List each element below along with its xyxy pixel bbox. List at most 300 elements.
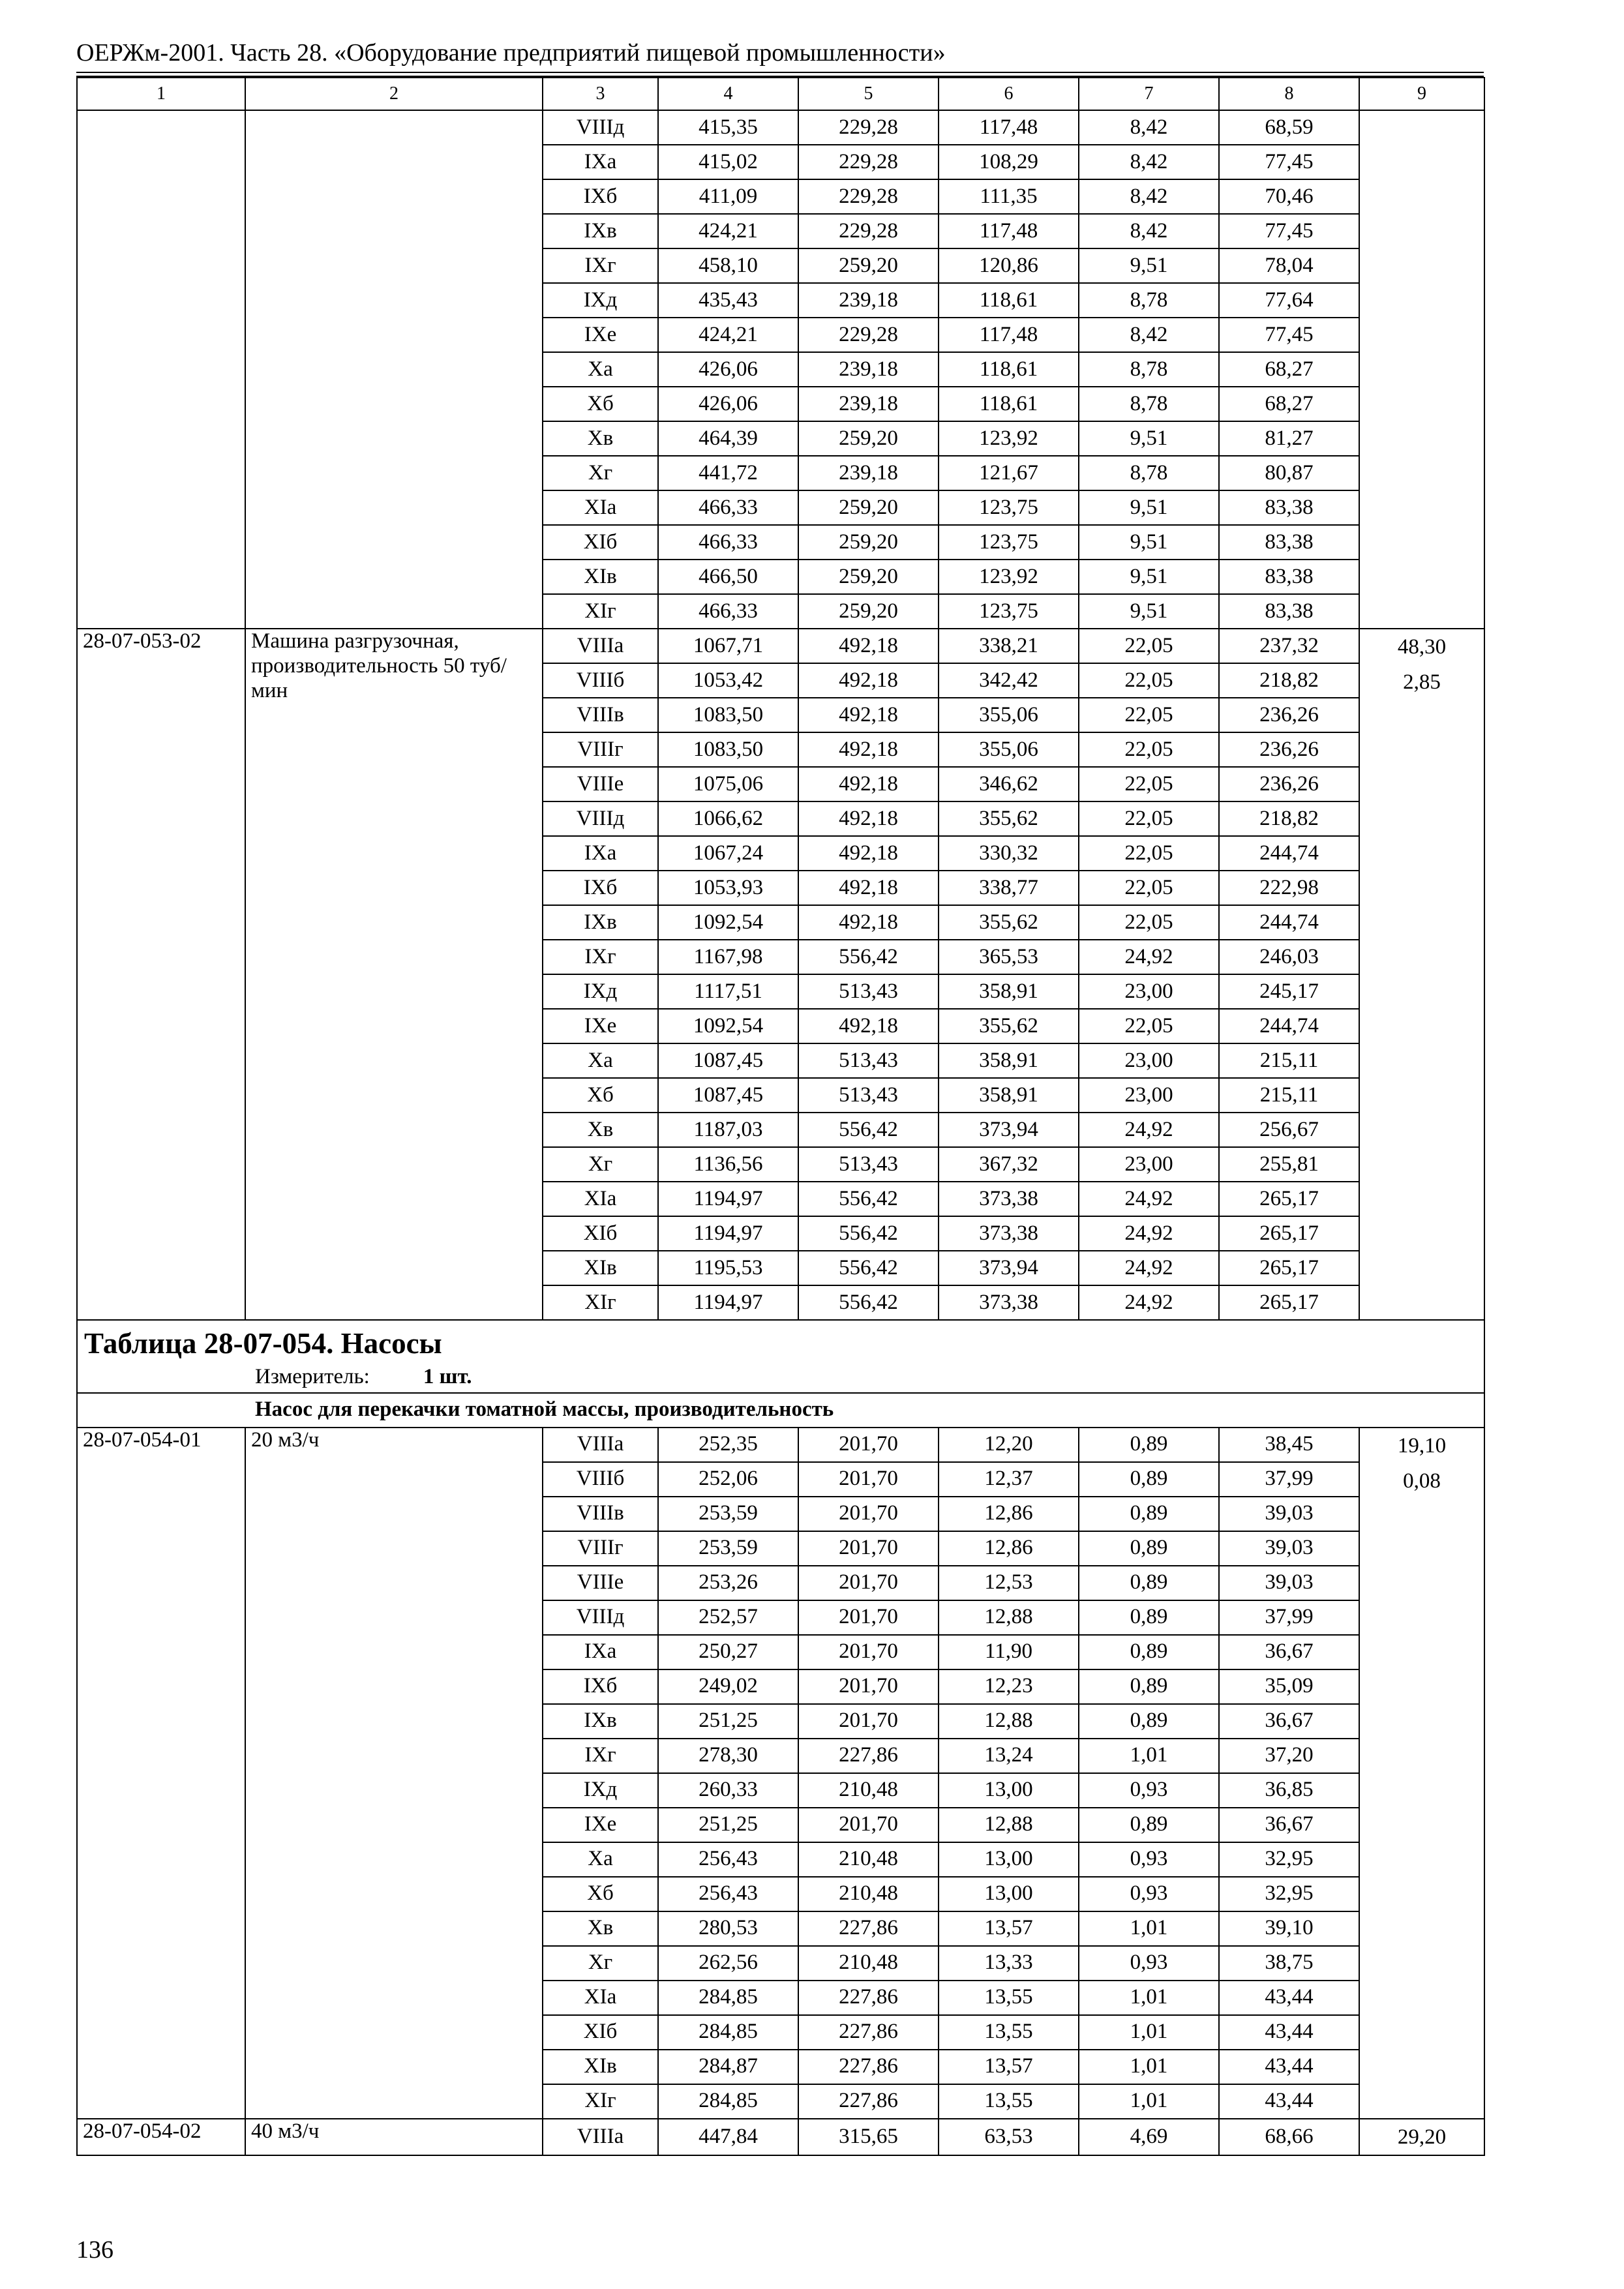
value-cell: 1,01 bbox=[1079, 1981, 1219, 2015]
value-cell: 8,78 bbox=[1079, 387, 1219, 421]
value-cell: 229,28 bbox=[798, 179, 939, 214]
value-cell: 13,55 bbox=[939, 2084, 1079, 2119]
value-cell: 43,44 bbox=[1219, 2084, 1359, 2119]
value-cell: 255,81 bbox=[1219, 1147, 1359, 1182]
value-cell: 210,48 bbox=[798, 1946, 939, 1981]
value-cell: 284,85 bbox=[658, 2084, 798, 2119]
value-cell: 63,53 bbox=[939, 2119, 1079, 2155]
value-cell: 9,51 bbox=[1079, 490, 1219, 525]
value-cell: 1092,54 bbox=[658, 905, 798, 940]
value-cell: 68,66 bbox=[1219, 2119, 1359, 2155]
value-cell: 8,78 bbox=[1079, 456, 1219, 490]
value-cell: 492,18 bbox=[798, 801, 939, 836]
value-cell: 201,70 bbox=[798, 1600, 939, 1635]
value-cell: 123,75 bbox=[939, 525, 1079, 560]
zone-cell: XIб bbox=[543, 525, 658, 560]
value-cell: 0,93 bbox=[1079, 1842, 1219, 1877]
zone-cell: Xa bbox=[543, 352, 658, 387]
zone-cell: Xв bbox=[543, 1911, 658, 1946]
value-cell: 227,86 bbox=[798, 2050, 939, 2084]
value-cell: 1083,50 bbox=[658, 732, 798, 767]
value-cell: 1117,51 bbox=[658, 974, 798, 1009]
value-cell: 83,38 bbox=[1219, 490, 1359, 525]
value-cell: 117,48 bbox=[939, 318, 1079, 352]
value-cell: 556,42 bbox=[798, 1251, 939, 1285]
value-cell: 118,61 bbox=[939, 283, 1079, 318]
value-cell: 447,84 bbox=[658, 2119, 798, 2155]
value-cell: 0,89 bbox=[1079, 1600, 1219, 1635]
value-cell: 22,05 bbox=[1079, 1009, 1219, 1043]
value-cell: 118,61 bbox=[939, 387, 1079, 421]
value-cell: 123,75 bbox=[939, 594, 1079, 629]
value-cell: 355,62 bbox=[939, 905, 1079, 940]
value-cell: 4,69 bbox=[1079, 2119, 1219, 2155]
zone-cell: VIIIг bbox=[543, 1531, 658, 1566]
value-cell: 13,00 bbox=[939, 1773, 1079, 1808]
value-cell: 338,77 bbox=[939, 871, 1079, 905]
value-cell: 252,35 bbox=[658, 1428, 798, 1462]
value-cell: 265,17 bbox=[1219, 1216, 1359, 1251]
zone-cell: IXг bbox=[543, 1739, 658, 1773]
value-cell: 424,21 bbox=[658, 214, 798, 248]
value-cell: 77,45 bbox=[1219, 145, 1359, 179]
value-cell: 358,91 bbox=[939, 974, 1079, 1009]
zone-cell: VIIIe bbox=[543, 767, 658, 801]
value-cell: 259,20 bbox=[798, 421, 939, 456]
value-cell: 12,23 bbox=[939, 1669, 1079, 1704]
zone-cell: VIIIд bbox=[543, 110, 658, 145]
value-cell: 1194,97 bbox=[658, 1285, 798, 1320]
value-cell: 259,20 bbox=[798, 560, 939, 594]
value-cell: 108,29 bbox=[939, 145, 1079, 179]
value-cell: 239,18 bbox=[798, 283, 939, 318]
value-cell: 22,05 bbox=[1079, 767, 1219, 801]
value-cell: 83,38 bbox=[1219, 560, 1359, 594]
value-cell: 0,93 bbox=[1079, 1946, 1219, 1981]
value-cell: 201,70 bbox=[798, 1531, 939, 1566]
value-cell: 513,43 bbox=[798, 974, 939, 1009]
zone-cell: IXe bbox=[543, 318, 658, 352]
value-cell: 9,51 bbox=[1079, 248, 1219, 283]
value-cell: 22,05 bbox=[1079, 663, 1219, 698]
value-cell: 22,05 bbox=[1079, 801, 1219, 836]
norm-code: 28-07-054-01 bbox=[77, 1428, 245, 2119]
zone-cell: VIIIa bbox=[543, 2119, 658, 2155]
value-cell: 13,57 bbox=[939, 2050, 1079, 2084]
value-cell: 9,51 bbox=[1079, 421, 1219, 456]
zone-cell: VIIIe bbox=[543, 1566, 658, 1600]
zone-cell: XIв bbox=[543, 2050, 658, 2084]
value-cell: 201,70 bbox=[798, 1704, 939, 1739]
value-cell: 236,26 bbox=[1219, 698, 1359, 732]
column-number: 4 bbox=[658, 78, 798, 110]
value-cell: 227,86 bbox=[798, 1981, 939, 2015]
value-cell: 253,59 bbox=[658, 1531, 798, 1566]
value-cell: 373,38 bbox=[939, 1216, 1079, 1251]
value-cell: 1194,97 bbox=[658, 1216, 798, 1251]
page-number: 136 bbox=[76, 2236, 113, 2264]
value-cell: 415,35 bbox=[658, 110, 798, 145]
value-cell: 259,20 bbox=[798, 525, 939, 560]
table-title: Таблица 28-07-054. Насосы bbox=[84, 1327, 442, 1360]
value-cell: 201,70 bbox=[798, 1808, 939, 1842]
value-cell: 373,38 bbox=[939, 1182, 1079, 1216]
value-cell: 210,48 bbox=[798, 1773, 939, 1808]
zone-cell: VIIIг bbox=[543, 732, 658, 767]
zone-cell: Xг bbox=[543, 1147, 658, 1182]
zone-cell: Xб bbox=[543, 387, 658, 421]
value-cell: 278,30 bbox=[658, 1739, 798, 1773]
value-cell: 229,28 bbox=[798, 145, 939, 179]
value-cell: 13,55 bbox=[939, 2015, 1079, 2050]
value-cell: 229,28 bbox=[798, 110, 939, 145]
column-9-value: 48,30 bbox=[1397, 635, 1447, 659]
value-cell: 23,00 bbox=[1079, 1043, 1219, 1078]
value-cell: 253,26 bbox=[658, 1566, 798, 1600]
meter-value: 1 шт. bbox=[423, 1365, 472, 1388]
value-cell: 265,17 bbox=[1219, 1251, 1359, 1285]
value-cell: 252,57 bbox=[658, 1600, 798, 1635]
value-cell: 12,37 bbox=[939, 1462, 1079, 1497]
value-cell: 0,89 bbox=[1079, 1566, 1219, 1600]
value-cell: 1194,97 bbox=[658, 1182, 798, 1216]
value-cell: 1,01 bbox=[1079, 1739, 1219, 1773]
column-number: 9 bbox=[1359, 78, 1484, 110]
value-cell: 259,20 bbox=[798, 490, 939, 525]
value-cell: 1,01 bbox=[1079, 2015, 1219, 2050]
zone-cell: IXa bbox=[543, 1635, 658, 1669]
value-cell: 373,94 bbox=[939, 1251, 1079, 1285]
value-cell: 24,92 bbox=[1079, 1113, 1219, 1147]
value-cell: 373,38 bbox=[939, 1285, 1079, 1320]
zone-cell: XIa bbox=[543, 490, 658, 525]
value-cell: 280,53 bbox=[658, 1911, 798, 1946]
value-cell: 244,74 bbox=[1219, 905, 1359, 940]
value-cell: 556,42 bbox=[798, 1285, 939, 1320]
value-cell: 346,62 bbox=[939, 767, 1079, 801]
value-cell: 492,18 bbox=[798, 698, 939, 732]
value-cell: 39,03 bbox=[1219, 1531, 1359, 1566]
column-numbers-row bbox=[77, 78, 1484, 110]
value-cell: 201,70 bbox=[798, 1635, 939, 1669]
value-cell: 201,70 bbox=[798, 1428, 939, 1462]
value-cell: 315,65 bbox=[798, 2119, 939, 2155]
zone-cell: Xв bbox=[543, 421, 658, 456]
value-cell: 38,45 bbox=[1219, 1428, 1359, 1462]
table-title-cell bbox=[77, 1320, 1484, 1393]
zone-cell: IXб bbox=[543, 1669, 658, 1704]
meter-label: Измеритель: bbox=[255, 1365, 370, 1388]
value-cell: 513,43 bbox=[798, 1043, 939, 1078]
value-cell: 1167,98 bbox=[658, 940, 798, 974]
value-cell: 8,42 bbox=[1079, 110, 1219, 145]
value-cell: 83,38 bbox=[1219, 525, 1359, 560]
value-cell: 9,51 bbox=[1079, 560, 1219, 594]
value-cell: 39,03 bbox=[1219, 1497, 1359, 1531]
value-cell: 215,11 bbox=[1219, 1078, 1359, 1113]
header-rule-top bbox=[76, 72, 1484, 73]
value-cell: 121,67 bbox=[939, 456, 1079, 490]
value-cell: 0,89 bbox=[1079, 1704, 1219, 1739]
value-cell: 68,27 bbox=[1219, 352, 1359, 387]
value-cell: 36,67 bbox=[1219, 1635, 1359, 1669]
value-cell: 464,39 bbox=[658, 421, 798, 456]
zone-cell: VIIIд bbox=[543, 1600, 658, 1635]
column-9-value: 19,10 bbox=[1397, 1433, 1447, 1458]
value-cell: 1,01 bbox=[1079, 1911, 1219, 1946]
value-cell: 358,91 bbox=[939, 1043, 1079, 1078]
norm-code bbox=[77, 110, 245, 629]
value-cell: 365,53 bbox=[939, 940, 1079, 974]
value-cell: 251,25 bbox=[658, 1808, 798, 1842]
value-cell: 215,11 bbox=[1219, 1043, 1359, 1078]
subheading-row bbox=[77, 1393, 1484, 1428]
zone-cell: IXг bbox=[543, 940, 658, 974]
zone-cell: IXд bbox=[543, 283, 658, 318]
value-cell: 81,27 bbox=[1219, 421, 1359, 456]
value-cell: 68,27 bbox=[1219, 387, 1359, 421]
table-row bbox=[77, 629, 1484, 663]
value-cell: 1067,71 bbox=[658, 629, 798, 663]
value-cell: 1087,45 bbox=[658, 1078, 798, 1113]
value-cell: 80,87 bbox=[1219, 456, 1359, 490]
zone-cell: VIIIa bbox=[543, 629, 658, 663]
zone-cell: XIa bbox=[543, 1981, 658, 2015]
norms-table bbox=[76, 77, 1485, 2156]
column-number: 7 bbox=[1079, 78, 1219, 110]
value-cell: 1053,93 bbox=[658, 871, 798, 905]
zone-cell: Xб bbox=[543, 1877, 658, 1911]
value-cell: 441,72 bbox=[658, 456, 798, 490]
norm-code: 28-07-053-02 bbox=[77, 629, 245, 1320]
norm-name bbox=[245, 110, 543, 629]
value-cell: 466,33 bbox=[658, 490, 798, 525]
column-number: 1 bbox=[77, 78, 245, 110]
value-cell: 120,86 bbox=[939, 248, 1079, 283]
value-cell: 1087,45 bbox=[658, 1043, 798, 1078]
value-cell: 22,05 bbox=[1079, 629, 1219, 663]
value-cell: 229,28 bbox=[798, 318, 939, 352]
zone-cell: Xг bbox=[543, 1946, 658, 1981]
value-cell: 1195,53 bbox=[658, 1251, 798, 1285]
value-cell: 22,05 bbox=[1079, 905, 1219, 940]
value-cell: 70,46 bbox=[1219, 179, 1359, 214]
value-cell: 222,98 bbox=[1219, 871, 1359, 905]
column-number: 6 bbox=[939, 78, 1079, 110]
value-cell: 37,99 bbox=[1219, 1600, 1359, 1635]
value-cell: 12,88 bbox=[939, 1704, 1079, 1739]
value-cell: 24,92 bbox=[1079, 1251, 1219, 1285]
value-cell: 373,94 bbox=[939, 1113, 1079, 1147]
value-cell: 9,51 bbox=[1079, 594, 1219, 629]
value-cell: 251,25 bbox=[658, 1704, 798, 1739]
value-cell: 246,03 bbox=[1219, 940, 1359, 974]
value-cell: 256,43 bbox=[658, 1877, 798, 1911]
zone-cell: IXв bbox=[543, 1704, 658, 1739]
value-cell: 218,82 bbox=[1219, 801, 1359, 836]
table-row bbox=[77, 110, 1484, 145]
value-cell: 117,48 bbox=[939, 110, 1079, 145]
value-cell: 355,62 bbox=[939, 1009, 1079, 1043]
zone-cell: XIг bbox=[543, 2084, 658, 2119]
zone-cell: XIг bbox=[543, 1285, 658, 1320]
value-cell: 0,89 bbox=[1079, 1531, 1219, 1566]
value-cell: 210,48 bbox=[798, 1877, 939, 1911]
value-cell: 43,44 bbox=[1219, 2050, 1359, 2084]
zone-cell: IXв bbox=[543, 905, 658, 940]
value-cell: 358,91 bbox=[939, 1078, 1079, 1113]
zone-cell: IXб bbox=[543, 179, 658, 214]
value-cell: 239,18 bbox=[798, 352, 939, 387]
value-cell: 513,43 bbox=[798, 1078, 939, 1113]
value-cell: 12,88 bbox=[939, 1808, 1079, 1842]
value-cell: 239,18 bbox=[798, 387, 939, 421]
value-cell: 36,85 bbox=[1219, 1773, 1359, 1808]
value-cell: 227,86 bbox=[798, 2015, 939, 2050]
column-number: 5 bbox=[798, 78, 939, 110]
value-cell: 0,93 bbox=[1079, 1877, 1219, 1911]
value-cell: 458,10 bbox=[658, 248, 798, 283]
value-cell: 513,43 bbox=[798, 1147, 939, 1182]
value-cell: 556,42 bbox=[798, 1182, 939, 1216]
zone-cell: Xб bbox=[543, 1078, 658, 1113]
value-cell: 259,20 bbox=[798, 594, 939, 629]
value-cell: 253,59 bbox=[658, 1497, 798, 1531]
value-cell: 0,89 bbox=[1079, 1497, 1219, 1531]
zone-cell: IXв bbox=[543, 214, 658, 248]
column-9-value: 2,85 bbox=[1403, 670, 1441, 694]
value-cell: 123,92 bbox=[939, 421, 1079, 456]
zone-cell: IXд bbox=[543, 1773, 658, 1808]
zone-cell: IXг bbox=[543, 248, 658, 283]
zone-cell: XIв bbox=[543, 1251, 658, 1285]
value-cell: 426,06 bbox=[658, 387, 798, 421]
value-cell: 0,89 bbox=[1079, 1462, 1219, 1497]
column-number: 2 bbox=[245, 78, 543, 110]
value-cell: 1,01 bbox=[1079, 2084, 1219, 2119]
zone-cell: XIб bbox=[543, 2015, 658, 2050]
value-cell: 256,67 bbox=[1219, 1113, 1359, 1147]
value-cell: 1187,03 bbox=[658, 1113, 798, 1147]
value-cell: 22,05 bbox=[1079, 698, 1219, 732]
value-cell: 12,86 bbox=[939, 1531, 1079, 1566]
value-cell: 1053,42 bbox=[658, 663, 798, 698]
value-cell: 32,95 bbox=[1219, 1877, 1359, 1911]
zone-cell: IXe bbox=[543, 1808, 658, 1842]
value-cell: 355,06 bbox=[939, 732, 1079, 767]
zone-cell: Xa bbox=[543, 1043, 658, 1078]
value-cell: 43,44 bbox=[1219, 1981, 1359, 2015]
value-cell: 342,42 bbox=[939, 663, 1079, 698]
table-title-row bbox=[77, 1320, 1484, 1393]
value-cell: 8,78 bbox=[1079, 352, 1219, 387]
page-header: ОЕРЖм-2001. Часть 28. «Оборудование предприятий пищевой промышленности» bbox=[76, 39, 946, 67]
value-cell: 36,67 bbox=[1219, 1704, 1359, 1739]
value-cell: 466,50 bbox=[658, 560, 798, 594]
zone-cell: Xa bbox=[543, 1842, 658, 1877]
value-cell: 12,53 bbox=[939, 1566, 1079, 1600]
value-cell: 35,09 bbox=[1219, 1669, 1359, 1704]
value-cell: 111,35 bbox=[939, 179, 1079, 214]
value-cell: 492,18 bbox=[798, 836, 939, 871]
value-cell: 0,89 bbox=[1079, 1428, 1219, 1462]
value-cell: 284,85 bbox=[658, 2015, 798, 2050]
value-cell: 201,70 bbox=[798, 1566, 939, 1600]
value-cell: 262,56 bbox=[658, 1946, 798, 1981]
value-cell: 13,00 bbox=[939, 1877, 1079, 1911]
value-cell: 227,86 bbox=[798, 1911, 939, 1946]
zone-cell: Xв bbox=[543, 1113, 658, 1147]
value-cell: 22,05 bbox=[1079, 836, 1219, 871]
column-number: 8 bbox=[1219, 78, 1359, 110]
value-cell: 492,18 bbox=[798, 905, 939, 940]
value-cell: 252,06 bbox=[658, 1462, 798, 1497]
norm-name: 20 м3/ч bbox=[245, 1428, 543, 2119]
zone-cell: IXб bbox=[543, 871, 658, 905]
zone-cell: VIIIв bbox=[543, 1497, 658, 1531]
value-cell: 123,92 bbox=[939, 560, 1079, 594]
value-cell: 466,33 bbox=[658, 594, 798, 629]
value-cell: 83,38 bbox=[1219, 594, 1359, 629]
value-cell: 39,10 bbox=[1219, 1911, 1359, 1946]
zone-cell: IXa bbox=[543, 836, 658, 871]
value-cell: 13,00 bbox=[939, 1842, 1079, 1877]
value-cell: 244,74 bbox=[1219, 1009, 1359, 1043]
value-cell: 249,02 bbox=[658, 1669, 798, 1704]
value-cell: 239,18 bbox=[798, 456, 939, 490]
value-cell: 77,64 bbox=[1219, 283, 1359, 318]
value-cell: 265,17 bbox=[1219, 1182, 1359, 1216]
value-cell: 259,20 bbox=[798, 248, 939, 283]
value-cell: 492,18 bbox=[798, 1009, 939, 1043]
value-cell: 435,43 bbox=[658, 283, 798, 318]
value-cell: 1136,56 bbox=[658, 1147, 798, 1182]
zone-cell: IXe bbox=[543, 1009, 658, 1043]
value-cell: 236,26 bbox=[1219, 732, 1359, 767]
value-cell: 201,70 bbox=[798, 1497, 939, 1531]
value-cell: 1092,54 bbox=[658, 1009, 798, 1043]
value-cell: 1075,06 bbox=[658, 767, 798, 801]
value-cell: 78,04 bbox=[1219, 248, 1359, 283]
value-cell: 426,06 bbox=[658, 352, 798, 387]
value-cell: 24,92 bbox=[1079, 1216, 1219, 1251]
value-cell: 1,01 bbox=[1079, 2050, 1219, 2084]
value-cell: 12,88 bbox=[939, 1600, 1079, 1635]
value-cell: 0,93 bbox=[1079, 1773, 1219, 1808]
value-cell: 0,89 bbox=[1079, 1635, 1219, 1669]
norm-name: Машина разгрузочная, производительность 50 туб/мин bbox=[245, 629, 543, 1320]
value-cell: 77,45 bbox=[1219, 318, 1359, 352]
zone-cell: XIa bbox=[543, 1182, 658, 1216]
value-cell: 22,05 bbox=[1079, 871, 1219, 905]
value-cell: 415,02 bbox=[658, 145, 798, 179]
value-cell: 367,32 bbox=[939, 1147, 1079, 1182]
value-cell: 218,82 bbox=[1219, 663, 1359, 698]
zone-cell: XIв bbox=[543, 560, 658, 594]
value-cell: 13,24 bbox=[939, 1739, 1079, 1773]
value-cell: 424,21 bbox=[658, 318, 798, 352]
value-cell: 8,42 bbox=[1079, 318, 1219, 352]
value-cell: 13,33 bbox=[939, 1946, 1079, 1981]
value-cell: 492,18 bbox=[798, 629, 939, 663]
value-cell: 492,18 bbox=[798, 767, 939, 801]
value-cell: 237,32 bbox=[1219, 629, 1359, 663]
value-cell: 8,78 bbox=[1079, 283, 1219, 318]
value-cell: 201,70 bbox=[798, 1462, 939, 1497]
zone-cell: XIг bbox=[543, 594, 658, 629]
value-cell: 23,00 bbox=[1079, 974, 1219, 1009]
zone-cell: VIIIд bbox=[543, 801, 658, 836]
